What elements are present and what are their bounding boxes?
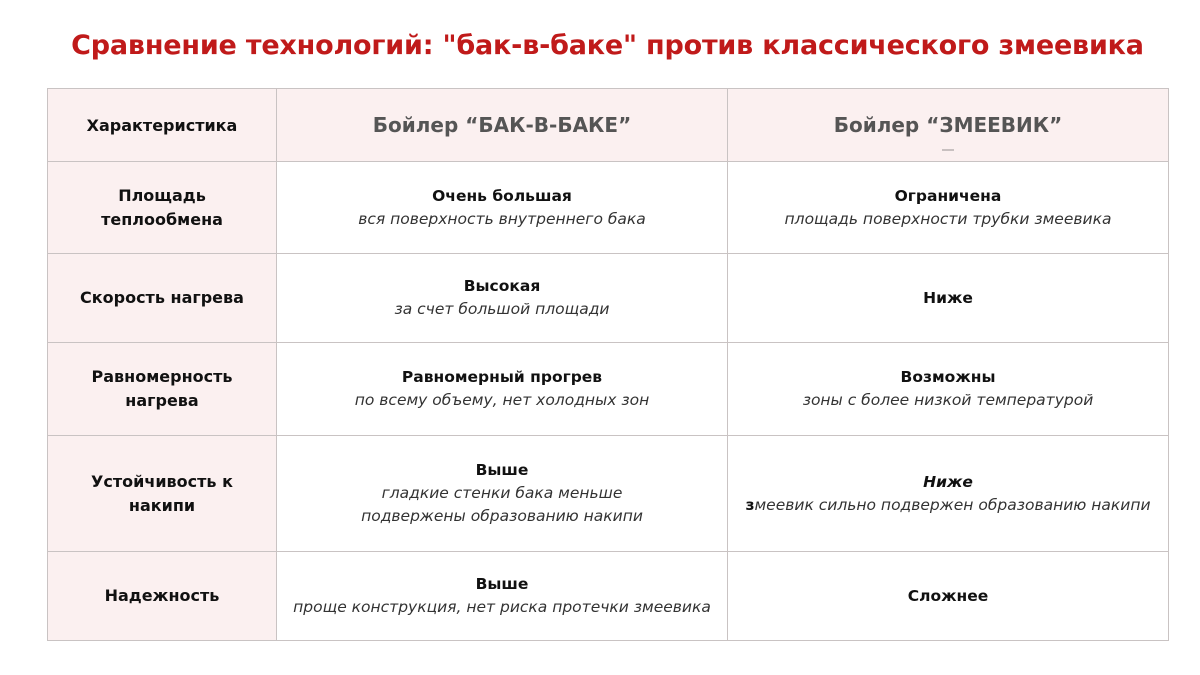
row-label: Устойчивость к накипи (48, 436, 277, 552)
tank-cell (277, 343, 728, 436)
table-row (48, 552, 1169, 641)
table-row (48, 343, 1169, 436)
table-row (48, 254, 1169, 343)
row-label: Скорость нагрева (48, 254, 277, 343)
cell-note-initial: з (745, 495, 755, 514)
cell-main: Ограничена (894, 186, 1002, 205)
cell-note (736, 494, 1160, 517)
cell-main: Ниже (923, 472, 973, 491)
header-characteristic: Характеристика (48, 89, 277, 162)
table-row (48, 436, 1169, 552)
cell-main: Высокая (463, 277, 541, 295)
page-title: Сравнение технологий: "бак-в-баке" против классического змеевика (71, 30, 1144, 61)
cell-note-text: меевик сильно подвержен образованию накипи (754, 495, 1151, 514)
cell-main: Очень большая (432, 186, 572, 205)
table-header-row (48, 89, 1169, 162)
cell-main: Выше (475, 575, 529, 593)
comparison-table (47, 88, 1169, 641)
cell-note: вся поверхность внутреннего бака (358, 209, 646, 228)
cell-main: Возможны (900, 368, 996, 386)
coil-cell (728, 254, 1169, 343)
cell-main: Равномерный прогрев (401, 368, 603, 386)
cell-note: гладкие стенки бака меньше подвержены образованию накипи (361, 484, 643, 525)
header-tank-in-tank (277, 89, 728, 162)
cell-main: Сложнее (907, 586, 989, 605)
tank-cell (277, 552, 728, 641)
cell-note: за счет большой площади (394, 300, 610, 318)
coil-cell (728, 552, 1169, 641)
table-row (48, 162, 1169, 254)
cell-main: Ниже (923, 288, 973, 307)
tank-cell (277, 436, 728, 552)
row-label: Равномерность нагрева (48, 343, 277, 436)
header-coil (728, 89, 1169, 162)
tank-cell (277, 254, 728, 343)
coil-cell (728, 436, 1169, 552)
header-tank-in-tank-label: Бойлер “БАК-В-БАКЕ” (372, 113, 632, 137)
tank-cell (277, 162, 728, 254)
coil-cell (728, 343, 1169, 436)
cell-main: Выше (475, 461, 529, 479)
cell-note: по всему объему, нет холодных зон (354, 391, 650, 409)
row-label: Надежность (48, 552, 277, 641)
cell-note: проще конструкция, нет риска протечки змеевика (293, 598, 711, 616)
cell-note: площадь поверхности трубки змеевика (784, 209, 1112, 228)
cell-note: зоны с более низкой температурой (802, 391, 1094, 409)
header-dash-mark (942, 149, 954, 151)
coil-cell (728, 162, 1169, 254)
header-coil-label: Бойлер “ЗМЕЕВИК” (833, 113, 1063, 137)
row-label: Площадь теплообмена (48, 162, 277, 254)
